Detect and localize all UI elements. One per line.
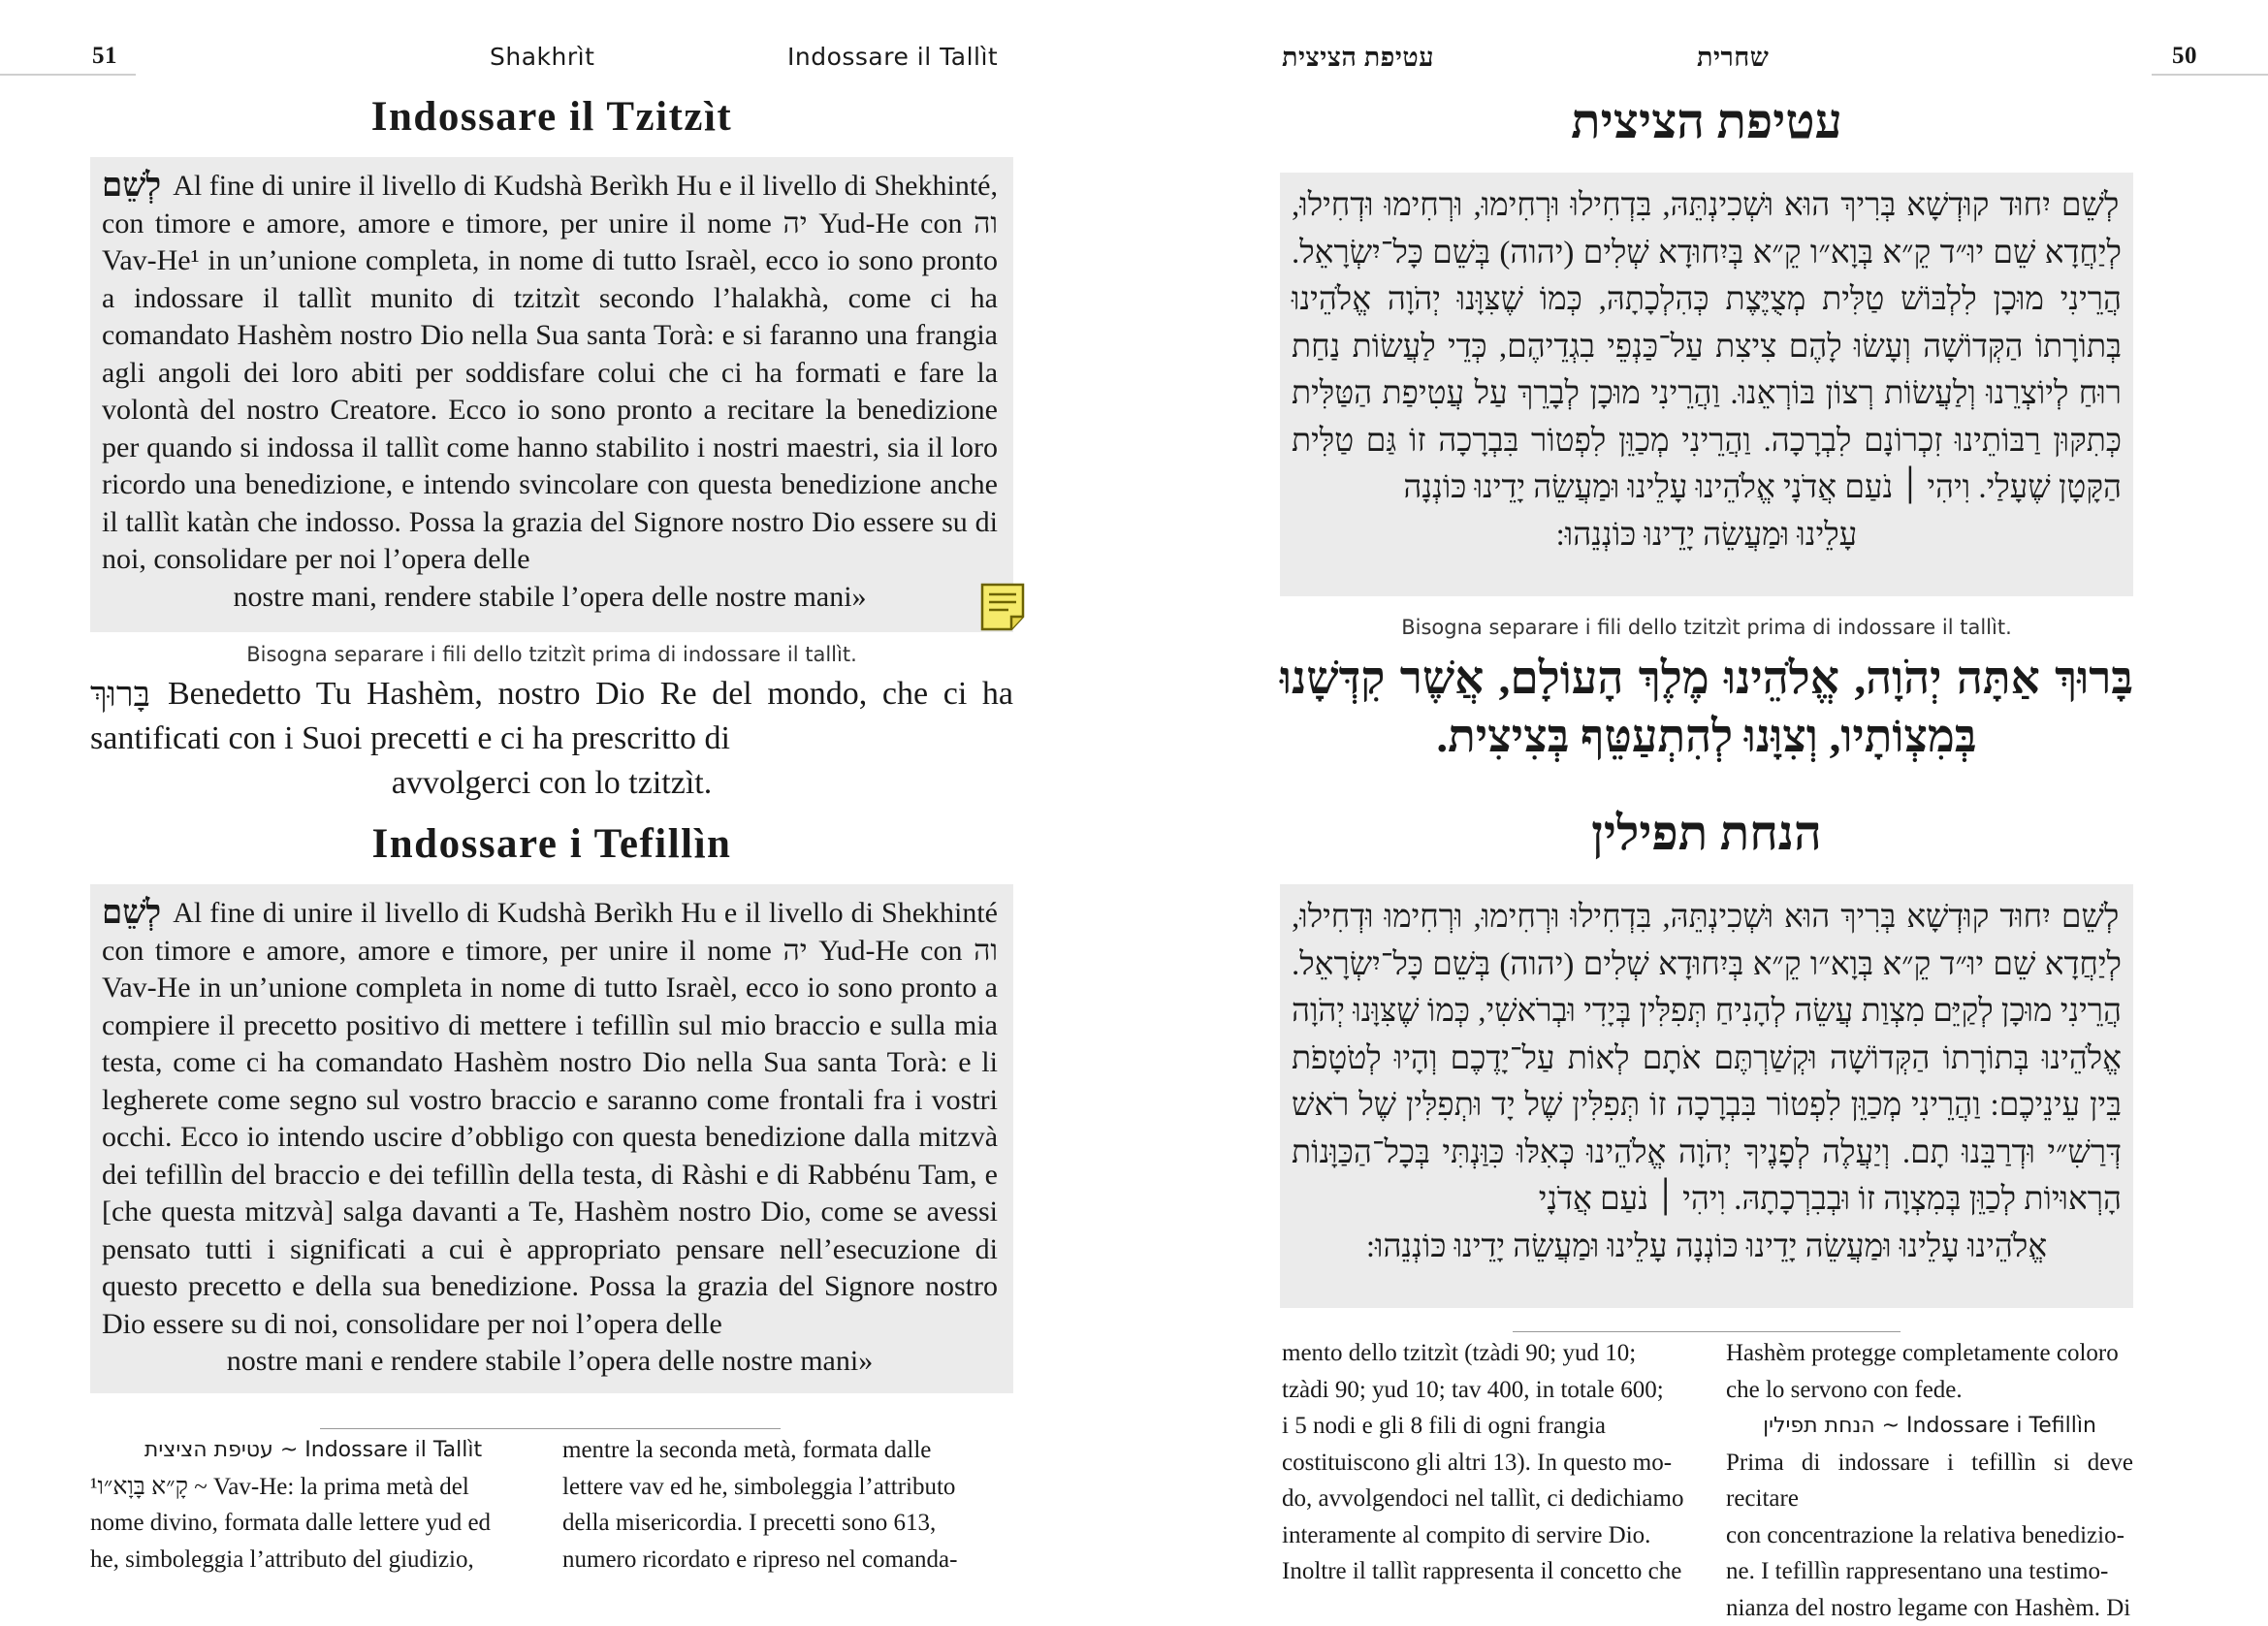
footnote-line: mento dello tzitzìt (tzàdi 90; yud 10; bbox=[1282, 1335, 1699, 1372]
intention-lines bbox=[1292, 894, 2122, 1224]
footnote-line: nianza del nostro legame con Hashèm. Di bbox=[1726, 1590, 2133, 1626]
intention-line: pronto a compiere il precetto positivo di mettere i tefillìn sul mio braccio bbox=[102, 972, 998, 1041]
section-title-tefillin: הנחת תפילין bbox=[1280, 805, 2133, 861]
section-title-tzitzit: Indossare il Tzitzìt bbox=[90, 93, 1013, 141]
footnote-column-2 bbox=[562, 1432, 1008, 1578]
intention-line: אֱלֹהֵינוּ בְּתוֹרָתוֹ הַקְּדוֹשָׁה וְעָשׂוּ לָהֶם צִיצִת עַל־כַּנְפֵי בִגְדֵיהֶם, כְּדֵי לַעֲשׂוֹת bbox=[1292, 282, 2122, 365]
footnote-line: con concentrazione la relativa benedizio- bbox=[1726, 1517, 2133, 1554]
footnote-line: i 5 nodi e gli 8 fili di ogni frangia bbox=[1282, 1408, 1699, 1445]
intention-line: הַטַּלִּית כְּתִקּוּן רַבּוֹתֵינוּ זִכְרוֹנָם לִבְרָכָה. וַהֲרֵינִי מְכַוֵּן לִפְטוֹר בִּבְרָכָה זוֹ גַּם bbox=[1292, 376, 2122, 459]
intention-line: לְשֵׁם יִחוּד קוּדְשָׁא בְּרִיךְ הוּא וּשְׁכִינְתֵּהּ, בִּדְחִילוּ וּרְחִימוּ, וּרְחִימוּ וּדְחִילוּ, bbox=[1292, 188, 2119, 223]
running-header-title: Indossare il Tallìt bbox=[787, 43, 998, 71]
footnote-line: ne. I tefillìn rappresentano una testimo- bbox=[1726, 1553, 2133, 1590]
footnote-heading: הנחת תפילין ~ Indossare i Tefillìn bbox=[1726, 1408, 2133, 1445]
footnote-heading: עטיפת הציצית ~ Indossare il Tallìt bbox=[90, 1432, 536, 1469]
page-number: 51 bbox=[92, 43, 117, 70]
intention-line: כָּל־יִשְׂרָאֵל. הֲרֵינִי מוּכָן לְקַיֵּם מִצְוַת עֲשֵׂה לְהָנִיחַ תְּפִלִּין בְּיָדִי וּבְרֹאשִׁי, כְּמוֹ bbox=[1292, 947, 2122, 1030]
footnote-line: numero ricordato e ripreso nel comanda- bbox=[562, 1542, 1008, 1578]
footnote-line: he, simboleggia l’attributo del giudizio, bbox=[90, 1542, 536, 1578]
section-title-tzitzit: עטיפת הציצית bbox=[1280, 93, 2133, 149]
intention-line: Al fine di unire il livello di Kudshà Berìkh Hu e il livello di Shekhinté bbox=[173, 897, 998, 929]
footnote-line: Inoltre il tallìt rappresenta il concetto che bbox=[1282, 1553, 1699, 1590]
running-header-section: Shakhrìt bbox=[490, 43, 594, 71]
intention-line: l’halakhà, come ci ha comandato Hashèm nostro Dio nella Sua santa Torà: bbox=[102, 282, 998, 352]
tzitzit-intention-box bbox=[90, 157, 1013, 632]
tzitzit-blessing bbox=[90, 672, 1013, 806]
intention-line: לְשֵׁם יִחוּד קוּדְשָׁא בְּרִיךְ הוּא וּשְׁכִינְתֵּהּ, בִּדְחִילוּ וּרְחִימוּ, וּרְחִימוּ וּדְחִילוּ, bbox=[1292, 900, 2119, 935]
footnote-line: costituiscono gli altri 13). In questo mo- bbox=[1282, 1445, 1699, 1482]
intention-line: Dio, come se avessi pensato tutti i significati a cui è appropriato pensare bbox=[102, 1196, 998, 1265]
blessing-text: Benedetto Tu Hashèm, nostro Dio Re del mondo, che ci ha santificati con i Suoi precetti e ci ha prescritto di bbox=[90, 676, 1013, 756]
intention-line: טַלִּית הַקָּטָן שֶׁעָלַי. וִיהִי ׀ נֹעַם אֲדֹנָי אֱלֹהֵינוּ עָלֵינוּ וּמַעֲשֵׂה יָדֵינוּ כּוֹנְנָה bbox=[1292, 424, 2122, 506]
footnote-column-1 bbox=[1282, 1335, 1699, 1590]
footnote-line: della misericordia. I precetti sono 613, bbox=[562, 1505, 1008, 1542]
footnote-line: do, avvolgendoci nel tallìt, ci dedichiamo bbox=[1282, 1481, 1699, 1517]
tzitzit-blessing bbox=[1280, 650, 2133, 766]
intention-last-line: nostre mani e rendere stabile l’opera delle nostre mani» bbox=[102, 1343, 998, 1381]
footnote-rule bbox=[320, 1428, 781, 1429]
tzitzit-caption: Bisogna separare i fili dello tzitzìt prima di indossare il tallìt. bbox=[1280, 616, 2133, 639]
footnote-line: Hashèm protegge completamente coloro bbox=[1726, 1335, 2133, 1372]
footnote-column-2 bbox=[1726, 1335, 2133, 1626]
footnote-line: ¹קָ״א בָּוָא״ו ~ Vav-He: la prima metà del bbox=[90, 1469, 536, 1506]
intention-line: Shekhinté, con timore e amore, amore e timore, per unire il nome bbox=[102, 170, 998, 239]
intention-line: con וה Vav-He in un’unione completa in nome di tutto Israèl, ecco io sono bbox=[102, 935, 998, 1004]
intention-line: וּתְפִלִּין שֶׁל רֹאשׁ דְּרַשִׁ״י וּדְרַבֵּנוּ תָם. וְיַעֲלֶה לְפָנֶיךָ יְהֹוָה אֱלֹהֵינוּ כְּאִלּוּ bbox=[1292, 1088, 2122, 1170]
intention-line: כָּל־יִשְׂרָאֵל. הֲרֵינִי מוּכָן לִלְבּוֹשׁ טַלִּית מְצֻיֶּצֶת כְּהִלְכָתָהּ, כְּמוֹ שֶׁצִּוָּנוּ יְהֹוָה bbox=[1292, 236, 2122, 318]
footnote-line: nome divino, formata dalle lettere yud ed bbox=[90, 1505, 536, 1542]
intention-line: ci ha formati e fare la volontà del nostro Creatore. Ecco io sono pronto a bbox=[102, 357, 998, 427]
intention-line: יה Yud-He con וה Vav-He¹ in un’unione completa, in nome di tutto Israèl, bbox=[102, 207, 998, 277]
intention-line: nell’esecuzione di questo precetto e della sua benedizione. Possa la grazia bbox=[102, 1233, 998, 1303]
intention-line: con timore e amore, amore e timore, per unire il nome יה Yud-He bbox=[102, 935, 920, 967]
blessing-line-2: בְּמִצְוֹתָיו, וְצִוָּנוּ לְהִתְעַטֵּף בְּצִיצִית. bbox=[1280, 708, 2133, 766]
left-page bbox=[0, 0, 1134, 1603]
running-header-title: עטיפת הציצית bbox=[1282, 43, 1434, 73]
intention-last-line: עָלֵינוּ וּמַעֲשֵׂה יָדֵינוּ כּוֹנְנֵהוּ: bbox=[1292, 512, 2122, 559]
intention-lines bbox=[1292, 182, 2122, 512]
lead-word-hebrew: לְשֵׁם bbox=[102, 168, 161, 206]
intention-line: נַחַת רוּחַ לְיוֹצְרֵנוּ וְלַעֲשׂוֹת רְצוֹן בּוֹרְאֵנוּ. וַהֲרֵינִי מוּכָן לְבָרֵךְ עַל עֲטִיפַת bbox=[1292, 330, 2122, 412]
tefillin-intention-box bbox=[90, 884, 1013, 1393]
lead-word-hebrew: לְשֵׁם bbox=[102, 895, 161, 933]
blessing-line-1: בָּרוּךְ אַתָּה יְהֹוָה, אֱלֹהֵינוּ מֶלֶךְ הָעוֹלָם, אֲשֶׁר קִדְּשָׁנוּ bbox=[1280, 650, 2133, 708]
intention-line: i nostri maestri, sia il loro ricordo una benedizione, e intendo svincolare bbox=[102, 431, 998, 501]
section-title-tefillin: Indossare i Tefillìn bbox=[90, 820, 1013, 868]
tefillin-intention-box bbox=[1280, 884, 2133, 1308]
intention-line: fra i vostri occhi. Ecco io intendo uscire d’obbligo con questa benedizione bbox=[102, 1084, 998, 1154]
intention-last-line: אֱלֹהֵינוּ עָלֵינוּ וּמַעֲשֵׂה יָדֵינוּ כּוֹנְנָה עָלֵינוּ וּמַעֲשֵׂה יָדֵינוּ כּוֹנְנֵהוּ: bbox=[1292, 1224, 2122, 1271]
right-page bbox=[1134, 0, 2268, 1603]
intention-line: e si faranno una frangia agli angoli dei loro abiti per soddisfare colui che bbox=[102, 319, 998, 389]
footnote-column-1 bbox=[90, 1432, 536, 1578]
sticky-note-icon[interactable] bbox=[979, 582, 1026, 632]
intention-last-line: nostre mani, rendere stabile l’opera delle nostre mani» bbox=[102, 579, 998, 617]
intention-line: Al fine di unire il livello di Kudshà Berìkh Hu e il livello di bbox=[173, 170, 874, 202]
footnote-line: mentre la seconda metà, formata dalle bbox=[562, 1432, 1008, 1469]
running-header-section: שחרית bbox=[1697, 43, 1769, 73]
intention-line: לְיַחֲדָא שֵׁם יוּ״ד קֵ״א בְּוָא״ו קֵ״א בְּיִחוּדָא שְׁלִים (יהוה) בְּשֵׁם bbox=[1423, 236, 2122, 271]
intention-line: del Signore nostro Dio essere su di noi, consolidare per noi l’opera delle bbox=[102, 506, 998, 576]
intention-line: recitare la benedizione per quando si indossa il tallìt come hanno stabilito bbox=[102, 394, 998, 463]
footnote-line: lettere vav ed he, simboleggia l’attributo bbox=[562, 1469, 1008, 1506]
intention-line: con questa benedizione anche il tallìt katàn che indosso. Possa la grazia bbox=[102, 468, 998, 538]
intention-line: וְהָיוּ לְטֹטָפֹת בֵּין עֵינֵיכֶם: וַהֲרֵינִי מְכַוֵּן לִפְטוֹר בִּבְרָכָה זוֹ תְּפִלִּין שֶׁל יָד bbox=[1292, 1041, 2122, 1124]
intention-line: Rabbénu Tam, e [che questa mitzvà] salga davanti a Te, Hashèm nostro bbox=[102, 1159, 998, 1228]
page-number: 50 bbox=[2172, 43, 2197, 70]
tzitzit-caption: Bisogna separare i fili dello tzitzìt prima di indossare il tallìt. bbox=[90, 643, 1013, 666]
intention-line: כִּוַּנְתִּי בְּכָל־הַכַּוָּנוֹת הָרְאוּיוֹת לְכַוֵּן בְּמִצְוָה זוֹ וּבְבִרְכָתָהּ. וִיהִי ׀ נֹעַם אֲדֹנָי bbox=[1292, 1135, 2122, 1218]
footnote-line: Prima di indossare i tefillìn si deve recitare bbox=[1726, 1445, 2133, 1517]
tzitzit-intention-box bbox=[1280, 173, 2133, 596]
footnote-line: tzàdi 90; yud 10; tav 400, in totale 600; bbox=[1282, 1372, 1699, 1409]
intention-line: del Signore nostro Dio essere su di noi, consolidare per noi l’opera delle bbox=[102, 1270, 998, 1340]
header-rule bbox=[0, 74, 136, 76]
header-rule bbox=[2152, 74, 2268, 76]
footnote-line: che lo servono con fede. bbox=[1726, 1372, 2133, 1409]
intention-line: dalla mitzvà dei tefillìn del braccio e dei tefillìn della testa, di Ràshi e di bbox=[102, 1121, 998, 1191]
intention-line: לְיַחֲדָא שֵׁם יוּ״ד קֵ״א בְּוָא״ו קֵ״א בְּיִחוּדָא שְׁלִים (יהוה) בְּשֵׁם bbox=[1423, 947, 2122, 982]
footnote-rule bbox=[1513, 1331, 1901, 1332]
intention-line: שֶׁצִּוָּנוּ יְהֹוָה אֱלֹהֵינוּ בְּתוֹרָתוֹ הַקְּדוֹשָׁה וּקְשַׁרְתֶּם אֹתָם לְאוֹת עַל־יָדֶכֶם bbox=[1292, 994, 2122, 1076]
footnote-line: interamente al compito di servire Dio. bbox=[1282, 1517, 1699, 1554]
blessing-lead-hebrew: בָּרוּךְ bbox=[90, 672, 150, 717]
blessing-last-line: avvolgerci con lo tzitzìt. bbox=[90, 761, 1013, 806]
intention-line: santa Torà: e li legherete come segno sul vostro braccio e saranno come frontali bbox=[102, 1046, 998, 1116]
intention-line: e sulla mia testa, come ci ha comandato Hashèm nostro Dio nella Sua bbox=[102, 1009, 998, 1079]
intention-line: ecco io sono pronto a indossare il tallìt munito di tzitzìt secondo bbox=[102, 244, 998, 314]
